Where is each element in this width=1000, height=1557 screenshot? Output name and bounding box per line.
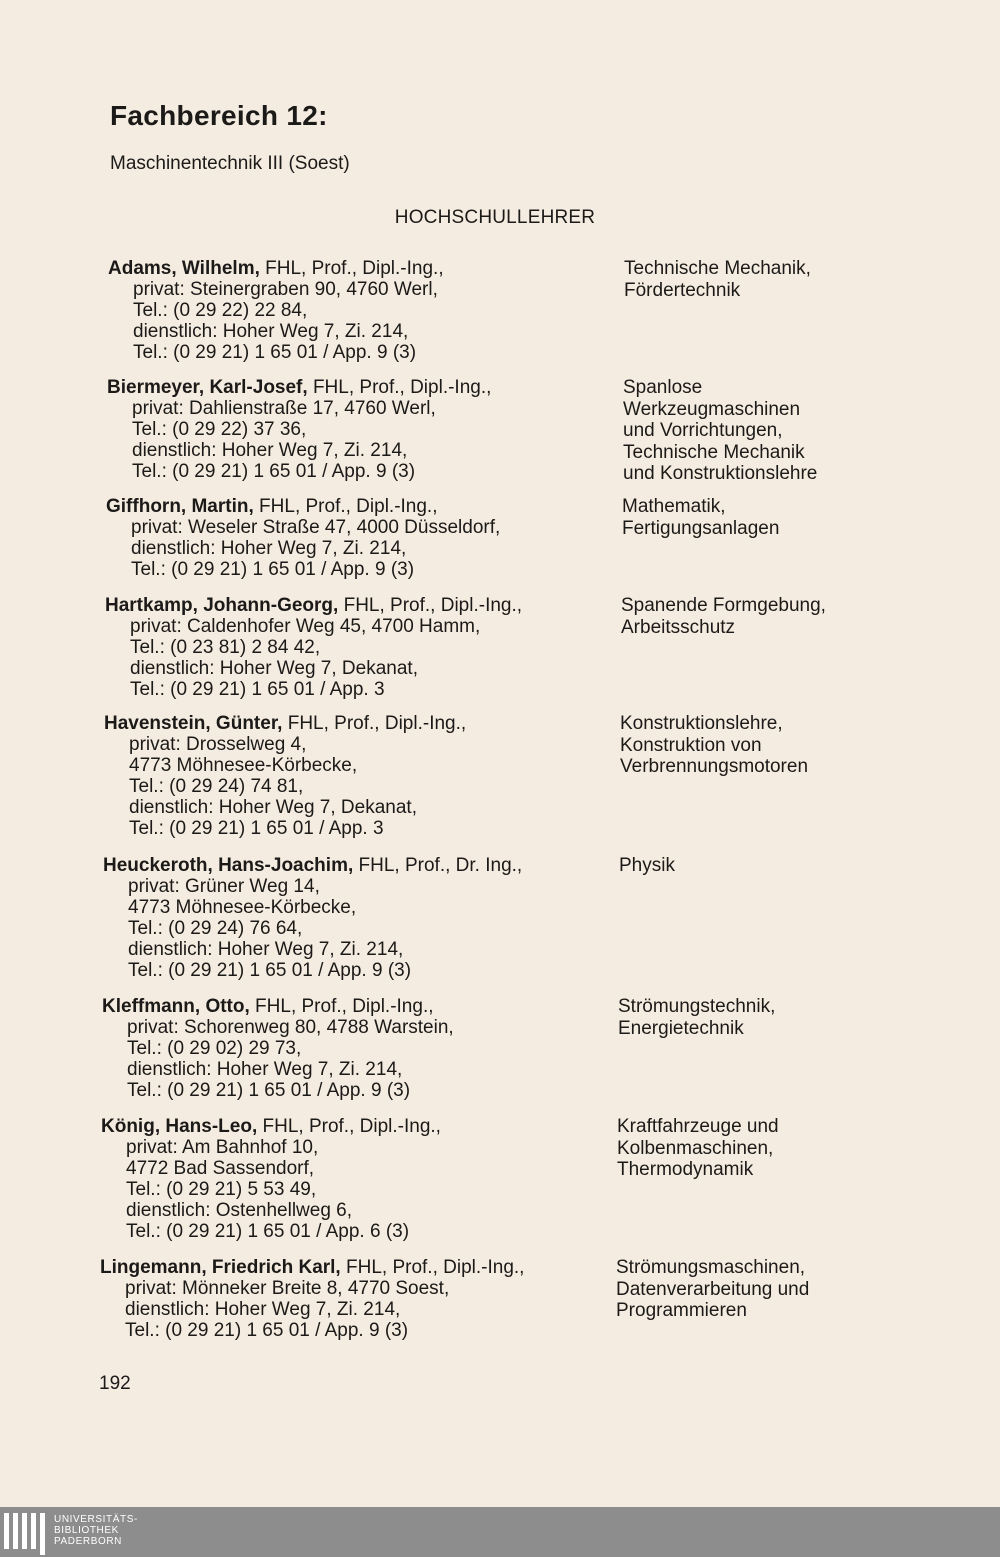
person-title: FHL, Prof., Dipl.-Ing., <box>259 258 444 279</box>
subject-line: Thermodynamik <box>617 1159 754 1180</box>
contact-line: Tel.: (0 29 21) 1 65 01 / App. 9 (3) <box>125 1320 409 1341</box>
contact-line: Tel.: (0 29 21) 1 65 01 / App. 9 (3) <box>133 342 417 363</box>
subject-line: Strömungstechnik, <box>618 996 776 1017</box>
entry-contact-block <box>108 258 618 363</box>
subject-line: Kraftfahrzeuge und <box>617 1116 779 1137</box>
entry-contact-block <box>100 1257 610 1341</box>
entry-heading-line <box>101 1116 611 1137</box>
contact-line: Tel.: (0 29 02) 29 73, <box>127 1038 302 1059</box>
person-title: FHL, Prof., Dipl.-Ing., <box>340 1257 525 1278</box>
person-name: Heuckeroth, Hans-Joachim, <box>103 855 354 876</box>
subject-line: Verbrennungsmotoren <box>620 756 809 777</box>
subject-line: Konstruktion von <box>620 734 762 756</box>
subject-line: Spanlose <box>623 377 703 398</box>
entry-heading-line <box>106 496 616 517</box>
subject-areas <box>617 1116 779 1181</box>
entry-heading-line <box>105 595 615 616</box>
subject-line: Arbeitsschutz <box>621 616 736 638</box>
entry-heading-line <box>100 1257 610 1278</box>
contact-line: privat: Mönneker Breite 8, 4770 Soest, <box>125 1278 450 1299</box>
contact-line: Tel.: (0 29 21) 1 65 01 / App. 6 (3) <box>126 1221 410 1242</box>
contact-line: privat: Schorenweg 80, 4788 Warstein, <box>127 1017 454 1038</box>
subject-line: Fördertechnik <box>624 279 741 301</box>
contact-line: dienstlich: Ostenhellweg 6, <box>126 1200 353 1221</box>
entry-contact-block <box>101 1116 611 1242</box>
contact-line: Tel.: (0 29 22) 37 36, <box>132 419 307 440</box>
contact-line: privat: Dahlienstraße 17, 4760 Werl, <box>132 398 436 419</box>
contact-line: Tel.: (0 29 21) 1 65 01 / App. 9 (3) <box>128 960 412 981</box>
person-name: König, Hans-Leo, <box>101 1116 258 1137</box>
subject-line: und Konstruktionslehre <box>623 463 818 484</box>
person-title: FHL, Prof., Dipl.-Ing., <box>257 1116 441 1137</box>
subject-line: Energietechnik <box>618 1017 744 1039</box>
contact-line: privat: Drosselweg 4, <box>129 734 307 755</box>
library-logo-text <box>54 1514 138 1547</box>
contact-line: Tel.: (0 29 21) 5 53 49, <box>126 1179 317 1200</box>
contact-line: dienstlich: Hoher Weg 7, Zi. 214, <box>127 1059 403 1080</box>
subject-areas <box>623 377 817 485</box>
contact-line: dienstlich: Hoher Weg 7, Dekanat, <box>130 658 418 679</box>
contact-line: dienstlich: Hoher Weg 7, Zi. 214, <box>131 538 407 559</box>
subject-line: Werkzeugmaschinen <box>623 398 801 420</box>
contact-line: privat: Am Bahnhof 10, <box>126 1137 319 1158</box>
subject-line: Spanende Formgebung, <box>621 595 826 616</box>
page-title: Fachbereich 12: <box>110 100 328 131</box>
entry-contact-block <box>104 713 614 839</box>
entry-contact-block <box>106 496 616 580</box>
contact-line: privat: Grüner Weg 14, <box>128 876 320 897</box>
subject-line: Mathematik, <box>622 496 726 517</box>
contact-line: Tel.: (0 29 21) 1 65 01 / App. 3 <box>130 679 385 700</box>
contact-line: privat: Weseler Straße 47, 4000 Düsseldorf, <box>131 517 501 538</box>
contact-line: Tel.: (0 29 24) 76 64, <box>128 918 303 939</box>
person-title: FHL, Prof., Dr. Ing., <box>353 855 523 876</box>
subject-line: Fertigungsanlagen <box>622 517 780 539</box>
page-number: 192 <box>99 1373 131 1394</box>
entry-heading-line <box>102 996 612 1017</box>
contact-line: Tel.: (0 29 22) 22 84, <box>133 300 308 321</box>
person-name: Havenstein, Günter, <box>104 713 283 734</box>
subject-line: Konstruktionslehre, <box>620 713 783 734</box>
subject-line: Strömungsmaschinen, <box>616 1257 806 1278</box>
person-name: Kleffmann, Otto, <box>102 996 250 1017</box>
subject-line: Datenverarbeitung und <box>616 1278 810 1300</box>
contact-line: Tel.: (0 29 21) 1 65 01 / App. 9 (3) <box>127 1080 411 1101</box>
entry-contact-block <box>105 595 615 700</box>
contact-line: dienstlich: Hoher Weg 7, Zi. 214, <box>125 1299 401 1320</box>
entry-contact-block <box>102 996 612 1101</box>
page-subtitle: Maschinentechnik III (Soest) <box>110 153 350 174</box>
entry-heading-line <box>107 377 617 398</box>
contact-line: dienstlich: Hoher Weg 7, Zi. 214, <box>132 440 408 461</box>
person-title: FHL, Prof., Dipl.-Ing., <box>253 496 438 517</box>
contact-line: Tel.: (0 29 21) 1 65 01 / App. 9 (3) <box>131 559 415 580</box>
subject-areas <box>621 595 826 638</box>
subject-areas <box>619 855 675 877</box>
logo-text-line: PADERBORN <box>54 1536 123 1547</box>
entry-heading-line <box>104 713 614 734</box>
subject-line: Technische Mechanik, <box>624 258 811 279</box>
subject-areas <box>624 258 811 301</box>
subject-areas <box>616 1257 809 1322</box>
contact-line: 4772 Bad Sassendorf, <box>126 1158 315 1179</box>
entry-heading-line <box>103 855 613 876</box>
contact-line: Tel.: (0 23 81) 2 84 42, <box>130 637 321 658</box>
contact-line: Tel.: (0 29 21) 1 65 01 / App. 3 <box>129 818 384 839</box>
contact-line: dienstlich: Hoher Weg 7, Zi. 214, <box>128 939 404 960</box>
logo-text-line: BIBLIOTHEK <box>54 1525 119 1536</box>
person-name: Adams, Wilhelm, <box>108 258 260 279</box>
contact-line: privat: Steinergraben 90, 4760 Werl, <box>133 279 438 300</box>
subject-areas <box>622 496 779 539</box>
person-title: FHL, Prof., Dipl.-Ing., <box>249 996 434 1017</box>
entry-contact-block <box>107 377 617 482</box>
entry-heading-line <box>108 258 618 279</box>
subject-line: und Vorrichtungen, <box>623 420 783 441</box>
subject-line: Kolbenmaschinen, <box>617 1137 774 1159</box>
logo-text-line: UNIVERSITÄTS- <box>54 1514 138 1525</box>
person-title: FHL, Prof., Dipl.-Ing., <box>338 595 523 616</box>
contact-line: dienstlich: Hoher Weg 7, Dekanat, <box>129 797 417 818</box>
person-name: Biermeyer, Karl-Josef, <box>107 377 308 398</box>
contact-line: Tel.: (0 29 24) 74 81, <box>129 776 304 797</box>
subject-areas <box>620 713 808 778</box>
person-title: FHL, Prof., Dipl.-Ing., <box>307 377 492 398</box>
subject-areas <box>618 996 775 1039</box>
person-name: Lingemann, Friedrich Karl, <box>100 1257 341 1278</box>
contact-line: privat: Caldenhofer Weg 45, 4700 Hamm, <box>130 616 481 637</box>
person-name: Giffhorn, Martin, <box>106 496 254 517</box>
subject-line: Physik <box>619 855 675 876</box>
contact-line: dienstlich: Hoher Weg 7, Zi. 214, <box>133 321 409 342</box>
library-footer-bar <box>0 1507 1000 1557</box>
contact-line: 4773 Möhnesee-Körbecke, <box>129 755 358 776</box>
contact-line: 4773 Möhnesee-Körbecke, <box>128 897 357 918</box>
entry-contact-block <box>103 855 613 981</box>
contact-line: Tel.: (0 29 21) 1 65 01 / App. 9 (3) <box>132 461 416 482</box>
person-title: FHL, Prof., Dipl.-Ing., <box>282 713 467 734</box>
library-logo-icon <box>2 1513 46 1555</box>
subject-line: Programmieren <box>616 1300 747 1321</box>
person-name: Hartkamp, Johann-Georg, <box>105 595 339 616</box>
section-heading: HOCHSCHULLEHRER <box>394 207 596 228</box>
subject-line: Technische Mechanik <box>623 441 805 463</box>
